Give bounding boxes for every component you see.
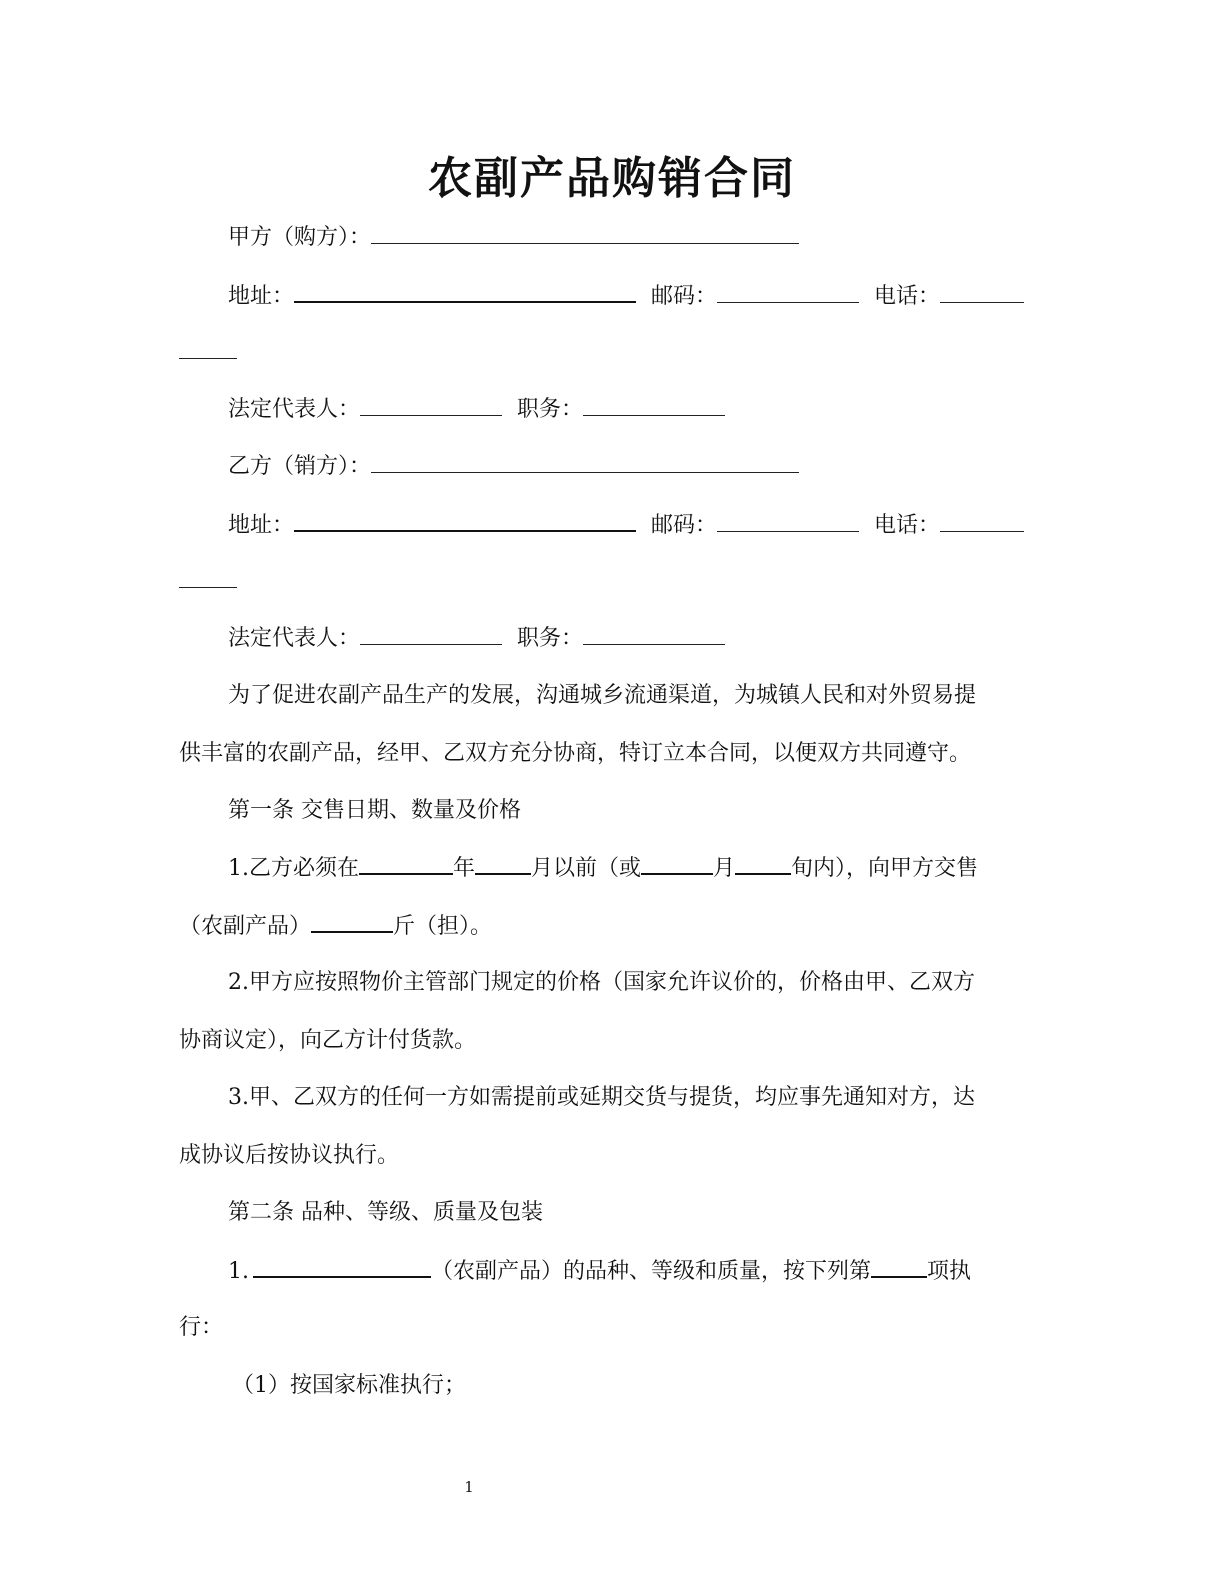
party-b-position-label: 职务： <box>517 626 584 651</box>
party-a-phone-label: 电话： <box>874 284 941 309</box>
article-2-item-1-text-c: 项执 <box>927 1259 972 1284</box>
article-2-heading: 第二条 品种、等级、质量及包装 <box>228 1200 543 1225</box>
party-b-name-blank[interactable] <box>371 452 799 473</box>
party-a-phone-blank-cont[interactable] <box>179 338 237 359</box>
preamble-line-2: 供丰富的农副产品，经甲、乙双方充分协商，特订立本合同，以便双方共同遵守。 <box>179 741 972 766</box>
party-a-line <box>228 223 799 253</box>
party-a-position-label: 职务： <box>517 397 584 422</box>
month-blank[interactable] <box>475 853 531 875</box>
party-b-rep-blank[interactable] <box>360 624 502 645</box>
party-b-postcode-label: 邮码： <box>651 513 718 538</box>
year-blank[interactable] <box>359 853 453 875</box>
party-a-postcode-blank[interactable] <box>717 282 859 303</box>
article-2-item-1-text-a: 1. <box>228 1259 249 1284</box>
ten-day-period-blank[interactable] <box>735 853 791 875</box>
article-1-item-1-text-g: 斤（担）。 <box>393 914 493 939</box>
article-1-item-1-text-f: （农副产品） <box>179 914 312 939</box>
party-a-postcode-label: 邮码： <box>651 284 718 309</box>
party-a-name-blank[interactable] <box>371 223 799 244</box>
party-a-address-line <box>228 281 1024 312</box>
article-1-item-1-line-1 <box>228 853 978 884</box>
party-b-label: 乙方（销方）： <box>228 454 372 479</box>
party-b-phone-blank-cont[interactable] <box>179 567 237 588</box>
party-b-address-blank[interactable] <box>294 510 636 532</box>
party-a-phone-blank[interactable] <box>940 282 1024 303</box>
article-1-item-1-line-2 <box>179 911 492 942</box>
article-1-item-1-text-b: 年 <box>453 856 476 881</box>
party-a-rep-blank[interactable] <box>360 395 502 416</box>
party-b-phone-blank[interactable] <box>940 511 1024 532</box>
article-1-item-3-line-2: 成协议后按协议执行。 <box>179 1143 400 1168</box>
article-1-item-2-line-2: 协商议定），向乙方计付货款。 <box>179 1028 477 1053</box>
party-a-address-label: 地址： <box>228 284 295 309</box>
article-2-item-1-text-b: （农副产品）的品种、等级和质量，按下列第 <box>431 1259 872 1284</box>
article-1-item-2-line-1: 2.甲方应按照物价主管部门规定的价格（国家允许议价的，价格由甲、乙双方 <box>228 970 975 995</box>
party-b-postcode-blank[interactable] <box>717 511 859 532</box>
party-b-position-blank[interactable] <box>583 624 725 645</box>
item-number-blank[interactable] <box>871 1256 927 1278</box>
preamble-line-1: 为了促进农副产品生产的发展，沟通城乡流通渠道，为城镇人民和对外贸易提 <box>228 683 977 708</box>
party-b-rep-line <box>228 624 725 654</box>
article-1-item-1-text-e: 旬内），向甲方交售 <box>791 856 979 881</box>
quantity-blank[interactable] <box>311 911 393 933</box>
party-a-label: 甲方（购方）： <box>228 225 372 250</box>
party-b-address-label: 地址： <box>228 513 295 538</box>
party-a-address-blank[interactable] <box>294 281 636 303</box>
party-a-rep-label: 法定代表人： <box>228 397 361 422</box>
party-b-phone-continued <box>179 567 237 597</box>
article-1-item-1-text-c: 月以前（或 <box>531 856 642 881</box>
article-1-item-1-text-d: 月 <box>713 856 736 881</box>
party-b-address-line <box>228 510 1024 541</box>
article-1-item-1-text-a: 1.乙方必须在 <box>228 856 359 881</box>
alt-month-blank[interactable] <box>641 853 713 875</box>
article-2-item-1-line-2: 行： <box>179 1315 224 1340</box>
product-name-blank[interactable] <box>253 1256 431 1278</box>
article-1-heading: 第一条 交售日期、数量及价格 <box>228 798 521 823</box>
page-number: 1 <box>464 1478 474 1496</box>
page-title: 农副产品购销合同 <box>428 153 796 204</box>
article-2-item-1-line-1 <box>228 1256 971 1287</box>
party-b-rep-label: 法定代表人： <box>228 626 361 651</box>
party-a-rep-line <box>228 395 725 425</box>
party-a-phone-continued <box>179 338 237 368</box>
party-b-phone-label: 电话： <box>874 513 941 538</box>
article-1-item-3-line-1: 3.甲、乙双方的任何一方如需提前或延期交货与提货，均应事先通知对方，达 <box>228 1085 975 1110</box>
party-b-line <box>228 452 799 482</box>
party-a-position-blank[interactable] <box>583 395 725 416</box>
article-2-sub-1: （1）按国家标准执行； <box>232 1373 466 1398</box>
